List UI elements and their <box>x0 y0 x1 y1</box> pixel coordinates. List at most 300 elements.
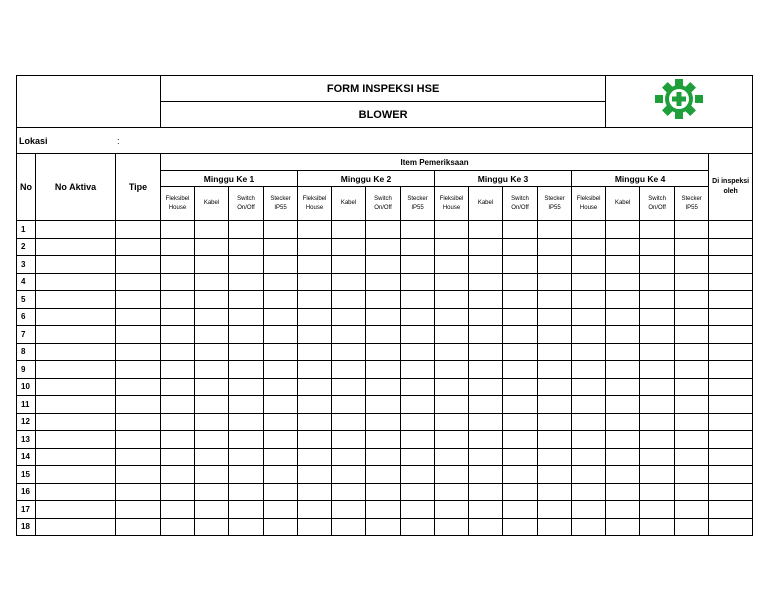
table-cell[interactable] <box>572 518 606 536</box>
table-cell[interactable] <box>298 501 332 519</box>
table-cell[interactable] <box>435 326 469 344</box>
table-cell[interactable] <box>401 483 435 501</box>
table-cell[interactable] <box>435 483 469 501</box>
table-cell[interactable] <box>332 501 366 519</box>
table-cell[interactable] <box>195 343 229 361</box>
table-cell[interactable] <box>572 378 606 396</box>
table-cell[interactable] <box>229 413 264 431</box>
table-cell[interactable] <box>709 291 753 309</box>
table-cell[interactable] <box>469 273 503 291</box>
table-cell[interactable] <box>640 273 675 291</box>
table-cell[interactable] <box>401 238 435 256</box>
table-cell[interactable] <box>36 256 116 274</box>
table-cell[interactable] <box>640 483 675 501</box>
table-cell[interactable] <box>469 518 503 536</box>
table-cell[interactable] <box>195 466 229 484</box>
table-cell[interactable] <box>161 291 195 309</box>
table-cell[interactable] <box>366 431 401 449</box>
table-cell[interactable] <box>640 501 675 519</box>
table-cell[interactable] <box>332 361 366 379</box>
table-cell[interactable] <box>116 238 161 256</box>
table-cell[interactable] <box>640 308 675 326</box>
table-cell[interactable] <box>116 291 161 309</box>
table-cell[interactable] <box>298 361 332 379</box>
table-cell[interactable] <box>640 291 675 309</box>
table-cell[interactable] <box>195 291 229 309</box>
table-cell[interactable] <box>572 256 606 274</box>
table-cell[interactable] <box>229 448 264 466</box>
table-cell[interactable] <box>572 431 606 449</box>
table-cell[interactable] <box>640 518 675 536</box>
table-cell[interactable] <box>640 326 675 344</box>
table-cell[interactable] <box>229 501 264 519</box>
table-cell[interactable] <box>264 448 298 466</box>
table-cell[interactable] <box>36 413 116 431</box>
table-cell[interactable] <box>229 518 264 536</box>
table-cell[interactable] <box>264 256 298 274</box>
table-cell[interactable] <box>366 291 401 309</box>
table-cell[interactable] <box>469 431 503 449</box>
table-cell[interactable] <box>264 378 298 396</box>
table-cell[interactable] <box>606 291 640 309</box>
table-cell[interactable] <box>709 466 753 484</box>
table-cell[interactable] <box>36 448 116 466</box>
table-cell[interactable] <box>709 413 753 431</box>
table-cell[interactable] <box>606 221 640 239</box>
table-cell[interactable] <box>195 501 229 519</box>
table-cell[interactable] <box>195 256 229 274</box>
table-cell[interactable] <box>161 343 195 361</box>
table-cell[interactable] <box>435 448 469 466</box>
table-cell[interactable] <box>538 466 572 484</box>
table-cell[interactable] <box>606 273 640 291</box>
table-cell[interactable] <box>675 378 709 396</box>
table-cell[interactable] <box>709 273 753 291</box>
table-cell[interactable] <box>503 326 538 344</box>
table-cell[interactable] <box>298 273 332 291</box>
table-cell[interactable] <box>401 413 435 431</box>
table-cell[interactable] <box>435 361 469 379</box>
table-cell[interactable] <box>538 396 572 414</box>
table-cell[interactable] <box>435 221 469 239</box>
table-cell[interactable] <box>606 518 640 536</box>
table-cell[interactable] <box>332 466 366 484</box>
table-cell[interactable] <box>161 413 195 431</box>
table-cell[interactable] <box>640 378 675 396</box>
table-cell[interactable] <box>606 256 640 274</box>
table-cell[interactable] <box>675 361 709 379</box>
table-cell[interactable] <box>332 396 366 414</box>
table-cell[interactable] <box>675 518 709 536</box>
table-cell[interactable] <box>116 483 161 501</box>
table-cell[interactable] <box>709 448 753 466</box>
table-cell[interactable] <box>572 238 606 256</box>
table-cell[interactable] <box>640 396 675 414</box>
table-cell[interactable] <box>401 343 435 361</box>
table-cell[interactable] <box>435 466 469 484</box>
table-cell[interactable] <box>229 466 264 484</box>
table-cell[interactable] <box>503 413 538 431</box>
table-cell[interactable] <box>366 448 401 466</box>
table-cell[interactable] <box>469 291 503 309</box>
table-cell[interactable] <box>332 431 366 449</box>
table-cell[interactable] <box>435 273 469 291</box>
table-cell[interactable] <box>36 273 116 291</box>
table-cell[interactable] <box>332 343 366 361</box>
table-cell[interactable] <box>538 238 572 256</box>
table-cell[interactable] <box>675 448 709 466</box>
table-cell[interactable] <box>332 221 366 239</box>
table-cell[interactable] <box>503 291 538 309</box>
table-cell[interactable] <box>366 378 401 396</box>
table-cell[interactable] <box>469 256 503 274</box>
table-cell[interactable] <box>469 483 503 501</box>
table-cell[interactable] <box>469 466 503 484</box>
table-cell[interactable] <box>675 256 709 274</box>
table-cell[interactable] <box>116 501 161 519</box>
table-cell[interactable] <box>161 501 195 519</box>
table-cell[interactable] <box>538 448 572 466</box>
table-cell[interactable] <box>640 413 675 431</box>
table-cell[interactable] <box>606 238 640 256</box>
table-cell[interactable] <box>229 221 264 239</box>
table-cell[interactable] <box>264 291 298 309</box>
table-cell[interactable] <box>229 378 264 396</box>
table-cell[interactable] <box>332 518 366 536</box>
table-cell[interactable] <box>640 343 675 361</box>
table-cell[interactable] <box>538 431 572 449</box>
table-cell[interactable] <box>401 378 435 396</box>
table-cell[interactable] <box>469 361 503 379</box>
table-cell[interactable] <box>675 466 709 484</box>
table-cell[interactable] <box>366 343 401 361</box>
table-cell[interactable] <box>572 273 606 291</box>
table-cell[interactable] <box>298 413 332 431</box>
table-cell[interactable] <box>298 431 332 449</box>
table-cell[interactable] <box>503 221 538 239</box>
table-cell[interactable] <box>161 483 195 501</box>
table-cell[interactable] <box>606 396 640 414</box>
table-cell[interactable] <box>675 413 709 431</box>
table-cell[interactable] <box>161 256 195 274</box>
table-cell[interactable] <box>366 238 401 256</box>
table-cell[interactable] <box>709 238 753 256</box>
table-cell[interactable] <box>264 413 298 431</box>
table-cell[interactable] <box>401 273 435 291</box>
table-cell[interactable] <box>161 308 195 326</box>
table-cell[interactable] <box>435 518 469 536</box>
table-cell[interactable] <box>36 466 116 484</box>
table-cell[interactable] <box>195 361 229 379</box>
table-cell[interactable] <box>538 343 572 361</box>
table-cell[interactable] <box>572 448 606 466</box>
table-cell[interactable] <box>36 291 116 309</box>
table-cell[interactable] <box>469 413 503 431</box>
table-cell[interactable] <box>503 308 538 326</box>
table-cell[interactable] <box>401 431 435 449</box>
table-cell[interactable] <box>640 221 675 239</box>
table-cell[interactable] <box>572 413 606 431</box>
table-cell[interactable] <box>709 501 753 519</box>
table-cell[interactable] <box>435 501 469 519</box>
table-cell[interactable] <box>161 378 195 396</box>
table-cell[interactable] <box>469 501 503 519</box>
table-cell[interactable] <box>264 326 298 344</box>
table-cell[interactable] <box>36 343 116 361</box>
table-cell[interactable] <box>401 291 435 309</box>
table-cell[interactable] <box>469 221 503 239</box>
table-cell[interactable] <box>675 273 709 291</box>
table-cell[interactable] <box>435 378 469 396</box>
table-cell[interactable] <box>366 308 401 326</box>
table-cell[interactable] <box>366 326 401 344</box>
table-cell[interactable] <box>161 326 195 344</box>
table-cell[interactable] <box>298 518 332 536</box>
table-cell[interactable] <box>675 238 709 256</box>
table-cell[interactable] <box>366 361 401 379</box>
table-cell[interactable] <box>195 448 229 466</box>
table-cell[interactable] <box>229 238 264 256</box>
table-cell[interactable] <box>229 326 264 344</box>
table-cell[interactable] <box>298 326 332 344</box>
table-cell[interactable] <box>298 221 332 239</box>
table-cell[interactable] <box>298 343 332 361</box>
table-cell[interactable] <box>503 256 538 274</box>
table-cell[interactable] <box>195 273 229 291</box>
table-cell[interactable] <box>503 361 538 379</box>
table-cell[interactable] <box>606 326 640 344</box>
table-cell[interactable] <box>298 396 332 414</box>
table-cell[interactable] <box>298 483 332 501</box>
table-cell[interactable] <box>116 273 161 291</box>
table-cell[interactable] <box>538 308 572 326</box>
table-cell[interactable] <box>675 396 709 414</box>
table-cell[interactable] <box>401 326 435 344</box>
table-cell[interactable] <box>709 343 753 361</box>
table-cell[interactable] <box>332 238 366 256</box>
table-cell[interactable] <box>572 501 606 519</box>
table-cell[interactable] <box>116 308 161 326</box>
table-cell[interactable] <box>298 256 332 274</box>
table-cell[interactable] <box>503 448 538 466</box>
table-cell[interactable] <box>36 501 116 519</box>
table-cell[interactable] <box>709 256 753 274</box>
table-cell[interactable] <box>435 413 469 431</box>
table-cell[interactable] <box>503 273 538 291</box>
table-cell[interactable] <box>332 256 366 274</box>
table-cell[interactable] <box>161 238 195 256</box>
table-cell[interactable] <box>332 291 366 309</box>
table-cell[interactable] <box>401 466 435 484</box>
table-cell[interactable] <box>469 308 503 326</box>
table-cell[interactable] <box>709 483 753 501</box>
table-cell[interactable] <box>503 343 538 361</box>
table-cell[interactable] <box>572 308 606 326</box>
table-cell[interactable] <box>435 308 469 326</box>
table-cell[interactable] <box>572 466 606 484</box>
table-cell[interactable] <box>116 343 161 361</box>
table-cell[interactable] <box>538 483 572 501</box>
table-cell[interactable] <box>36 518 116 536</box>
table-cell[interactable] <box>264 273 298 291</box>
table-cell[interactable] <box>469 448 503 466</box>
table-cell[interactable] <box>116 448 161 466</box>
table-cell[interactable] <box>503 466 538 484</box>
table-cell[interactable] <box>435 431 469 449</box>
table-cell[interactable] <box>116 326 161 344</box>
table-cell[interactable] <box>116 396 161 414</box>
table-cell[interactable] <box>709 221 753 239</box>
table-cell[interactable] <box>538 501 572 519</box>
table-cell[interactable] <box>538 378 572 396</box>
table-cell[interactable] <box>195 396 229 414</box>
table-cell[interactable] <box>195 221 229 239</box>
table-cell[interactable] <box>332 413 366 431</box>
table-cell[interactable] <box>709 431 753 449</box>
table-cell[interactable] <box>538 518 572 536</box>
table-cell[interactable] <box>401 221 435 239</box>
table-cell[interactable] <box>640 466 675 484</box>
table-cell[interactable] <box>572 221 606 239</box>
table-cell[interactable] <box>116 256 161 274</box>
table-cell[interactable] <box>36 238 116 256</box>
table-cell[interactable] <box>195 518 229 536</box>
table-cell[interactable] <box>401 361 435 379</box>
table-cell[interactable] <box>264 431 298 449</box>
table-cell[interactable] <box>572 396 606 414</box>
table-cell[interactable] <box>264 308 298 326</box>
table-cell[interactable] <box>709 396 753 414</box>
table-cell[interactable] <box>435 291 469 309</box>
table-cell[interactable] <box>264 466 298 484</box>
table-cell[interactable] <box>264 238 298 256</box>
table-cell[interactable] <box>709 361 753 379</box>
table-cell[interactable] <box>503 518 538 536</box>
table-cell[interactable] <box>161 221 195 239</box>
table-cell[interactable] <box>469 343 503 361</box>
table-cell[interactable] <box>229 396 264 414</box>
table-cell[interactable] <box>435 256 469 274</box>
table-cell[interactable] <box>195 378 229 396</box>
table-cell[interactable] <box>36 431 116 449</box>
table-cell[interactable] <box>298 238 332 256</box>
table-cell[interactable] <box>229 483 264 501</box>
table-cell[interactable] <box>640 448 675 466</box>
table-cell[interactable] <box>161 396 195 414</box>
table-cell[interactable] <box>366 413 401 431</box>
table-cell[interactable] <box>36 378 116 396</box>
table-cell[interactable] <box>606 378 640 396</box>
table-cell[interactable] <box>572 361 606 379</box>
table-cell[interactable] <box>366 518 401 536</box>
table-cell[interactable] <box>366 466 401 484</box>
table-cell[interactable] <box>36 361 116 379</box>
table-cell[interactable] <box>503 501 538 519</box>
table-cell[interactable] <box>503 238 538 256</box>
table-cell[interactable] <box>538 256 572 274</box>
table-cell[interactable] <box>675 308 709 326</box>
table-cell[interactable] <box>366 256 401 274</box>
table-cell[interactable] <box>298 448 332 466</box>
table-cell[interactable] <box>572 343 606 361</box>
table-cell[interactable] <box>36 396 116 414</box>
table-cell[interactable] <box>435 343 469 361</box>
table-cell[interactable] <box>469 396 503 414</box>
table-cell[interactable] <box>503 396 538 414</box>
table-cell[interactable] <box>538 326 572 344</box>
table-cell[interactable] <box>264 221 298 239</box>
table-cell[interactable] <box>401 256 435 274</box>
table-cell[interactable] <box>116 221 161 239</box>
table-cell[interactable] <box>709 518 753 536</box>
table-cell[interactable] <box>401 518 435 536</box>
table-cell[interactable] <box>195 431 229 449</box>
table-cell[interactable] <box>606 483 640 501</box>
table-cell[interactable] <box>401 396 435 414</box>
table-cell[interactable] <box>195 483 229 501</box>
table-cell[interactable] <box>401 308 435 326</box>
table-cell[interactable] <box>264 396 298 414</box>
table-cell[interactable] <box>195 326 229 344</box>
table-cell[interactable] <box>675 431 709 449</box>
table-cell[interactable] <box>606 466 640 484</box>
table-cell[interactable] <box>366 483 401 501</box>
table-cell[interactable] <box>229 361 264 379</box>
table-cell[interactable] <box>195 413 229 431</box>
table-cell[interactable] <box>640 431 675 449</box>
table-cell[interactable] <box>116 413 161 431</box>
table-cell[interactable] <box>709 378 753 396</box>
table-cell[interactable] <box>538 361 572 379</box>
table-cell[interactable] <box>640 256 675 274</box>
table-cell[interactable] <box>161 273 195 291</box>
table-cell[interactable] <box>469 378 503 396</box>
table-cell[interactable] <box>116 518 161 536</box>
table-cell[interactable] <box>116 378 161 396</box>
table-cell[interactable] <box>606 448 640 466</box>
table-cell[interactable] <box>229 431 264 449</box>
table-cell[interactable] <box>640 361 675 379</box>
table-cell[interactable] <box>332 308 366 326</box>
table-cell[interactable] <box>229 256 264 274</box>
table-cell[interactable] <box>298 378 332 396</box>
table-cell[interactable] <box>298 291 332 309</box>
table-cell[interactable] <box>36 483 116 501</box>
table-cell[interactable] <box>264 501 298 519</box>
table-cell[interactable] <box>264 483 298 501</box>
table-cell[interactable] <box>606 308 640 326</box>
table-cell[interactable] <box>298 308 332 326</box>
table-cell[interactable] <box>116 466 161 484</box>
table-cell[interactable] <box>332 483 366 501</box>
table-cell[interactable] <box>675 501 709 519</box>
table-cell[interactable] <box>675 221 709 239</box>
table-cell[interactable] <box>572 483 606 501</box>
table-cell[interactable] <box>161 448 195 466</box>
table-cell[interactable] <box>264 518 298 536</box>
table-cell[interactable] <box>366 221 401 239</box>
table-cell[interactable] <box>366 396 401 414</box>
table-cell[interactable] <box>572 326 606 344</box>
table-cell[interactable] <box>116 431 161 449</box>
table-cell[interactable] <box>229 273 264 291</box>
table-cell[interactable] <box>709 326 753 344</box>
table-cell[interactable] <box>675 483 709 501</box>
table-cell[interactable] <box>161 518 195 536</box>
table-cell[interactable] <box>229 308 264 326</box>
table-cell[interactable] <box>606 431 640 449</box>
table-cell[interactable] <box>264 343 298 361</box>
